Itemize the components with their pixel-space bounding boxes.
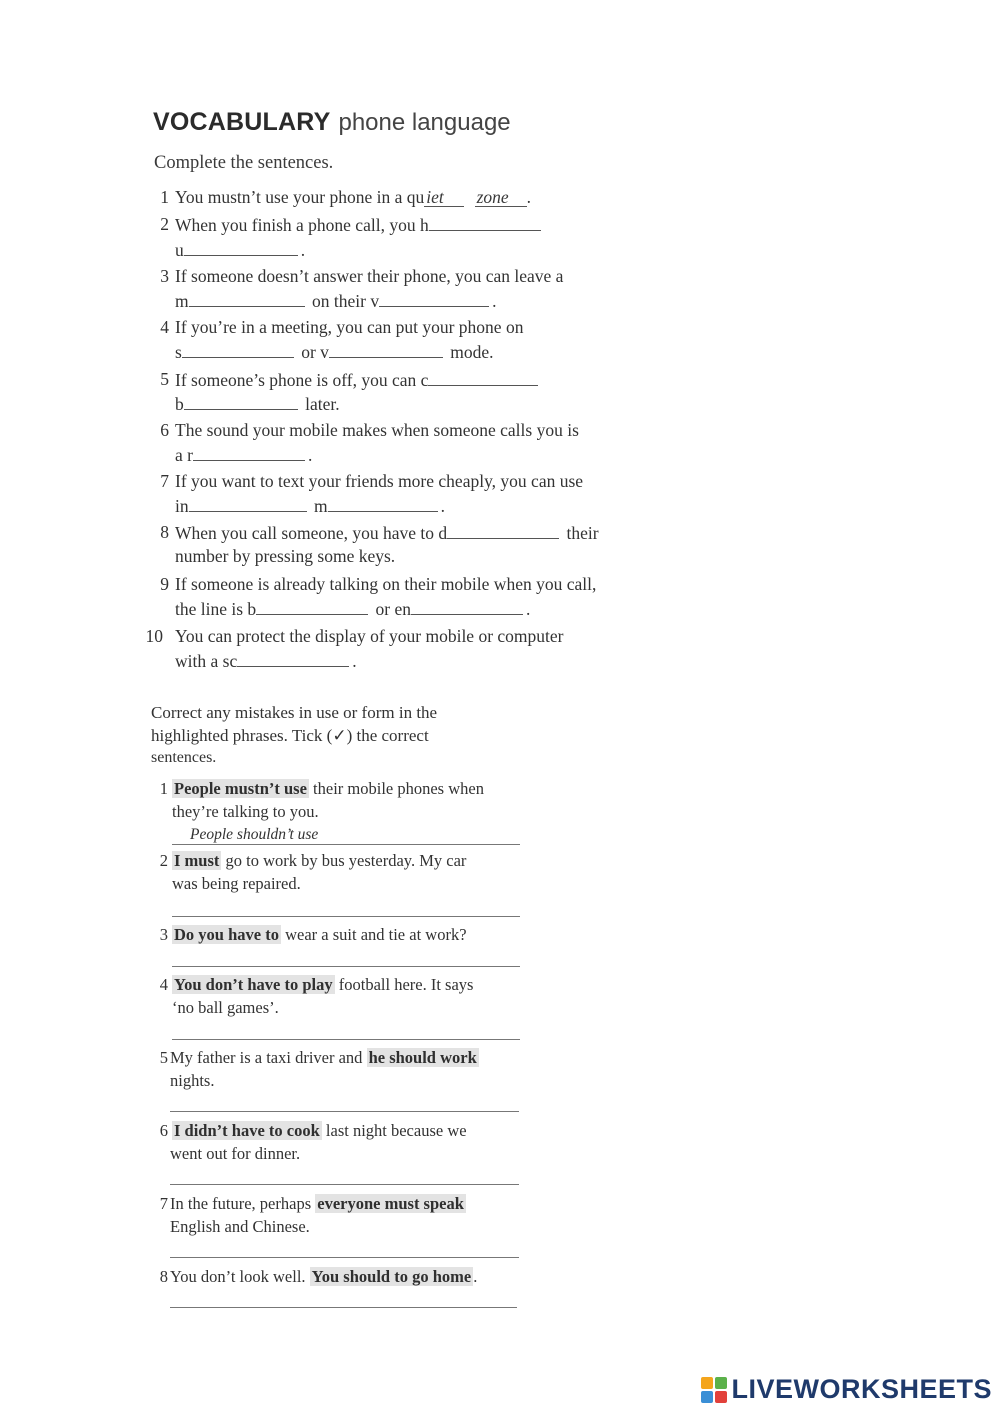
liveworksheets-logo-icon — [701, 1377, 727, 1403]
ex1-item-8: 8 When you call someone, you have to d their — [160, 522, 599, 543]
answer-blank-3b[interactable] — [379, 290, 489, 307]
highlighted-phrase-6: I didn’t have to cook — [174, 1121, 320, 1140]
liveworksheets-watermark — [701, 1374, 992, 1405]
ex1-item-3: 3 If someone doesn’t answer their phone, you can leave a — [160, 266, 564, 286]
answer-blank-2b[interactable] — [184, 239, 298, 256]
ex1-item-1: 1 You mustn’t use your phone in a qu iet zone . — [160, 187, 531, 207]
ex2-item-2: 2 I must go to work by bus yesterday. My car — [159, 851, 467, 870]
answer-line-6[interactable] — [170, 1184, 519, 1185]
ex2-item-7-line2: English and Chinese. — [170, 1217, 310, 1236]
answer-blank-10[interactable] — [237, 650, 349, 667]
exercise2-instruction-line2: highlighted phrases. Tick (✓) the correct — [151, 726, 429, 745]
ex1-item-5-line2: b later. — [175, 394, 340, 414]
answer-blank-6[interactable] — [193, 444, 305, 461]
ex2-answer-1: People shouldn’t use — [190, 826, 319, 843]
ex2-item-6: 6 I didn’t have to cook last night because we — [159, 1121, 467, 1140]
highlighted-phrase-7: everyone must speak — [317, 1194, 464, 1213]
ex1-item-4-line2: s or v mode. — [175, 342, 494, 362]
ex1-item-10: 10 You can protect the display of your mobile or computer — [145, 626, 564, 646]
highlighted-phrase-3: Do you have to — [174, 925, 279, 944]
title-subtitle: phone language — [338, 109, 511, 136]
answer-blank-7a[interactable] — [189, 495, 307, 512]
ex2-item-4: 4 You don’t have to play football here. It says — [159, 975, 474, 994]
highlighted-phrase-8: You should to go home — [311, 1267, 472, 1286]
answer-blank-3a[interactable] — [189, 290, 305, 307]
answer-blank-9a[interactable] — [256, 598, 368, 615]
ex1-item-9-line2: the line is b or en . — [175, 599, 531, 619]
answer-line-8[interactable] — [170, 1307, 517, 1308]
answer-blank-1b[interactable]: zone — [475, 189, 527, 207]
answer-line-1[interactable] — [172, 844, 520, 845]
ex2-item-3: 3 Do you have to wear a suit and tie at work? — [159, 925, 467, 944]
ex1-item-9: 9 If someone is already talking on their mobile when you call, — [160, 574, 597, 594]
ex1-item-5: 5 If someone’s phone is off, you can c — [175, 369, 541, 391]
answer-blank-4b[interactable] — [329, 341, 443, 358]
title-vocabulary: VOCABULARY — [153, 108, 331, 136]
ex2-item-8: 8 You don’t look well. You should to go home . — [159, 1267, 478, 1286]
ex1-item-6-line2: a r . — [175, 445, 313, 465]
ex2-item-5-line2: nights. — [170, 1071, 215, 1090]
ex1-item-3-line2: m on their v . — [175, 291, 497, 311]
exercise2-instruction-line1: Correct any mistakes in use or form in the — [151, 703, 438, 722]
answer-line-7[interactable] — [170, 1257, 519, 1258]
ex1-item-6: 6 The sound your mobile makes when someone calls you is — [160, 420, 579, 440]
ex1-item-4: 4 If you’re in a meeting, you can put your phone on — [160, 317, 524, 337]
ex2-item-5: 5 My father is a taxi driver and he should work — [159, 1048, 477, 1067]
ex1-item-2: 2 When you finish a phone call, you h — [175, 214, 544, 236]
answer-line-5[interactable] — [170, 1111, 519, 1112]
ex1-item-7-line2: in m . — [175, 496, 445, 516]
ex2-item-4-line2: ‘no ball games’. — [172, 998, 279, 1017]
ex2-item-7: 7 In the future, perhaps everyone must speak — [159, 1194, 464, 1213]
answer-blank-1a[interactable]: iet — [424, 189, 464, 207]
ex2-item-1-line2: they’re talking to you. — [172, 802, 319, 821]
answer-blank-2a[interactable] — [429, 214, 541, 231]
highlighted-phrase-2: I must — [174, 851, 220, 870]
highlighted-phrase-1: People mustn’t use — [174, 779, 307, 798]
answer-blank-7b[interactable] — [328, 495, 438, 512]
answer-blank-9b[interactable] — [411, 598, 523, 615]
exercise2-instruction-line3: sentences. — [151, 749, 217, 766]
worksheet-title — [153, 108, 511, 137]
ex2-item-6-line2: went out for dinner. — [170, 1144, 301, 1163]
answer-line-4[interactable] — [172, 1039, 520, 1040]
answer-line-2[interactable] — [172, 916, 520, 917]
ex1-item-2-line2: u . — [175, 240, 306, 260]
answer-blank-4a[interactable] — [182, 341, 294, 358]
answer-blank-5a[interactable] — [428, 369, 538, 386]
ex1-item-10-line2: with a sc . — [175, 651, 357, 671]
highlighted-phrase-4: You don’t have to play — [174, 975, 333, 994]
ex2-item-1: 1 People mustn’t use their mobile phones when — [159, 779, 484, 798]
ex1-item-8-line2: number by pressing some keys. — [175, 546, 396, 566]
ex2-item-2-line2: was being repaired. — [172, 874, 301, 893]
highlighted-phrase-5: he should work — [368, 1048, 477, 1067]
ex1-item-7: 7 If you want to text your friends more cheaply, you can use — [160, 471, 584, 491]
answer-line-3[interactable] — [172, 966, 520, 967]
exercise1-instruction: Complete the sentences. — [154, 153, 334, 173]
answer-blank-8[interactable] — [447, 522, 559, 539]
answer-blank-5b[interactable] — [184, 393, 298, 410]
watermark-text: LIVEWORKSHEETS — [731, 1374, 992, 1404]
